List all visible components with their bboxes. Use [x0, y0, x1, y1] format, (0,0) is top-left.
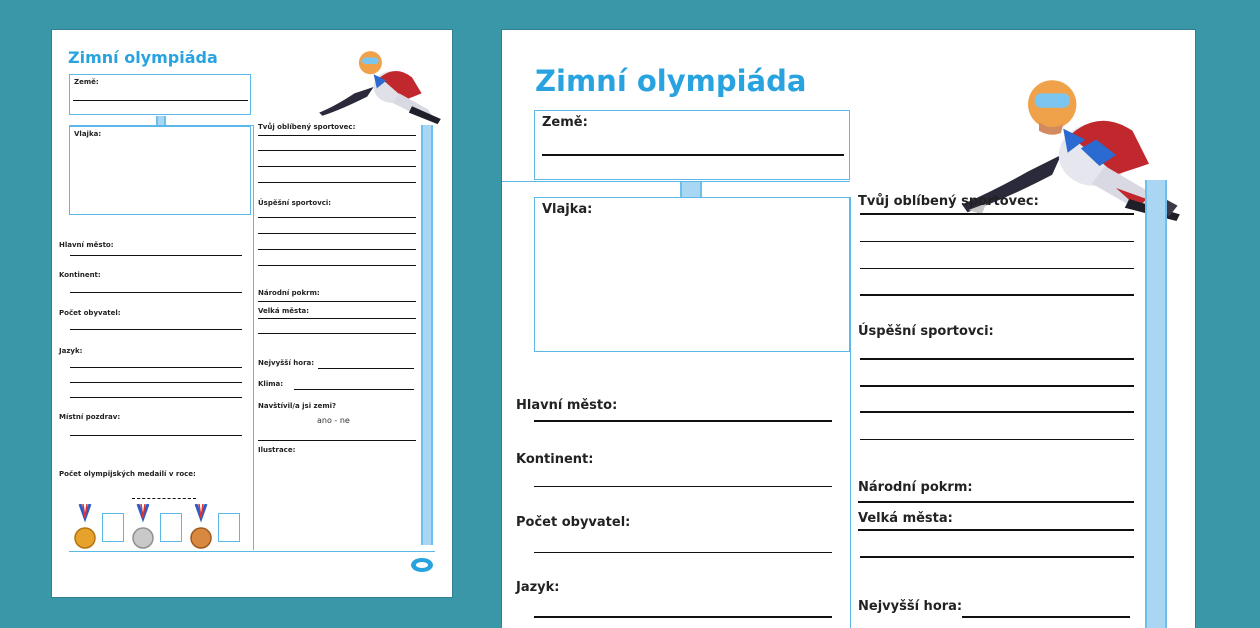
capital-label: Hlavní město:	[59, 241, 114, 249]
highest-mountain-line[interactable]	[318, 368, 414, 369]
big-cities-label: Velká města:	[258, 307, 310, 315]
favorite-athlete-line-4[interactable]	[860, 294, 1134, 296]
language-line-1[interactable]	[70, 367, 242, 368]
big-cities-line-2[interactable]	[860, 556, 1134, 558]
favorite-athlete-line-2[interactable]	[860, 241, 1134, 242]
big-cities-label: Velká města:	[858, 511, 953, 526]
year-line[interactable]	[132, 498, 196, 499]
publisher-logo-icon	[410, 557, 434, 573]
population-label: Počet obyvatel:	[59, 309, 121, 317]
country-label: Země:	[74, 78, 99, 86]
illustration-label: Ilustrace:	[258, 446, 296, 454]
speed-skater-icon	[316, 48, 444, 126]
population-line[interactable]	[70, 329, 242, 330]
worksheet-preview-large	[502, 30, 1195, 628]
climate-line[interactable]	[294, 389, 414, 390]
bronze-count-box[interactable]	[218, 513, 240, 542]
language-line-1[interactable]	[534, 616, 832, 618]
continent-label: Kontinent:	[59, 271, 101, 279]
national-dish-line[interactable]	[858, 501, 1134, 503]
continent-line[interactable]	[70, 292, 242, 293]
successful-athletes-line-1[interactable]	[258, 217, 416, 218]
gold-count-box[interactable]	[102, 513, 124, 542]
capital-line[interactable]	[534, 420, 832, 422]
capital-label: Hlavní město:	[516, 398, 618, 413]
favorite-athlete-line-4[interactable]	[258, 182, 416, 183]
worksheet-preview-small	[52, 30, 452, 597]
language-label: Jazyk:	[516, 580, 560, 595]
highest-mountain-label: Nejvyšší hora:	[858, 599, 963, 614]
successful-athletes-label: Úspěšní sportovci:	[858, 324, 994, 339]
favorite-athlete-label: Tvůj oblíbený sportovec:	[858, 194, 1039, 209]
favorite-athlete-label: Tvůj oblíbený sportovec:	[258, 123, 356, 131]
successful-athletes-line-1[interactable]	[860, 358, 1134, 360]
yes-no-option[interactable]: ano - ne	[317, 416, 350, 425]
successful-athletes-line-3[interactable]	[258, 249, 416, 250]
flag-label: Vlajka:	[542, 202, 593, 217]
successful-athletes-line-4[interactable]	[258, 265, 416, 266]
flag-box	[534, 197, 850, 352]
favorite-athlete-line-3[interactable]	[258, 166, 416, 167]
national-dish-label: Národní pokrm:	[858, 480, 973, 495]
population-line[interactable]	[534, 552, 832, 553]
national-dish-label: Národní pokrm:	[258, 289, 320, 297]
gold-medal-icon	[74, 504, 96, 550]
successful-athletes-label: Úspěšní sportovci:	[258, 199, 332, 207]
connector	[680, 181, 702, 197]
greeting-label: Místní pozdrav:	[59, 413, 121, 421]
favorite-athlete-line-1[interactable]	[258, 135, 416, 136]
country-line[interactable]	[73, 100, 248, 101]
capital-line[interactable]	[70, 255, 242, 256]
language-label: Jazyk:	[59, 347, 83, 355]
successful-athletes-line-3[interactable]	[860, 411, 1134, 413]
country-label: Země:	[542, 115, 588, 130]
flag-label: Vlajka:	[74, 130, 102, 138]
bottom-divider	[69, 551, 435, 552]
visited-line[interactable]	[258, 440, 416, 441]
language-line-2[interactable]	[70, 382, 242, 383]
big-cities-line-1[interactable]	[258, 318, 416, 319]
bronze-medal-icon	[190, 504, 212, 550]
successful-athletes-line-4[interactable]	[860, 439, 1134, 440]
silver-count-box[interactable]	[160, 513, 182, 542]
language-line-3[interactable]	[70, 397, 242, 398]
page-title: Zimní olympiáda	[68, 48, 218, 67]
greeting-line[interactable]	[70, 435, 242, 436]
decorative-rail	[1145, 180, 1167, 628]
decorative-rail	[421, 125, 433, 545]
box-divider	[502, 181, 850, 182]
medal-count-label: Počet olympijských medailí v roce:	[59, 470, 196, 478]
successful-athletes-line-2[interactable]	[258, 233, 416, 234]
flag-box	[69, 126, 251, 215]
big-cities-line-2[interactable]	[258, 333, 416, 334]
page-title: Zimní olympiáda	[535, 64, 807, 98]
visited-label: Navštívil/a jsi zemi?	[258, 402, 337, 410]
column-divider	[850, 197, 851, 628]
big-cities-line-1[interactable]	[858, 529, 1134, 531]
successful-athletes-line-2[interactable]	[860, 385, 1134, 387]
national-dish-line[interactable]	[258, 301, 416, 302]
favorite-athlete-line-3[interactable]	[860, 268, 1134, 269]
country-line[interactable]	[542, 154, 844, 156]
climate-label: Klima:	[258, 380, 284, 388]
favorite-athlete-line-2[interactable]	[258, 150, 416, 151]
highest-mountain-line[interactable]	[962, 616, 1130, 618]
favorite-athlete-line-1[interactable]	[860, 213, 1134, 215]
highest-mountain-label: Nejvyšší hora:	[258, 359, 315, 367]
column-divider	[253, 126, 254, 550]
continent-line[interactable]	[534, 486, 832, 487]
population-label: Počet obyvatel:	[516, 515, 631, 530]
continent-label: Kontinent:	[516, 452, 594, 467]
silver-medal-icon	[132, 504, 154, 550]
